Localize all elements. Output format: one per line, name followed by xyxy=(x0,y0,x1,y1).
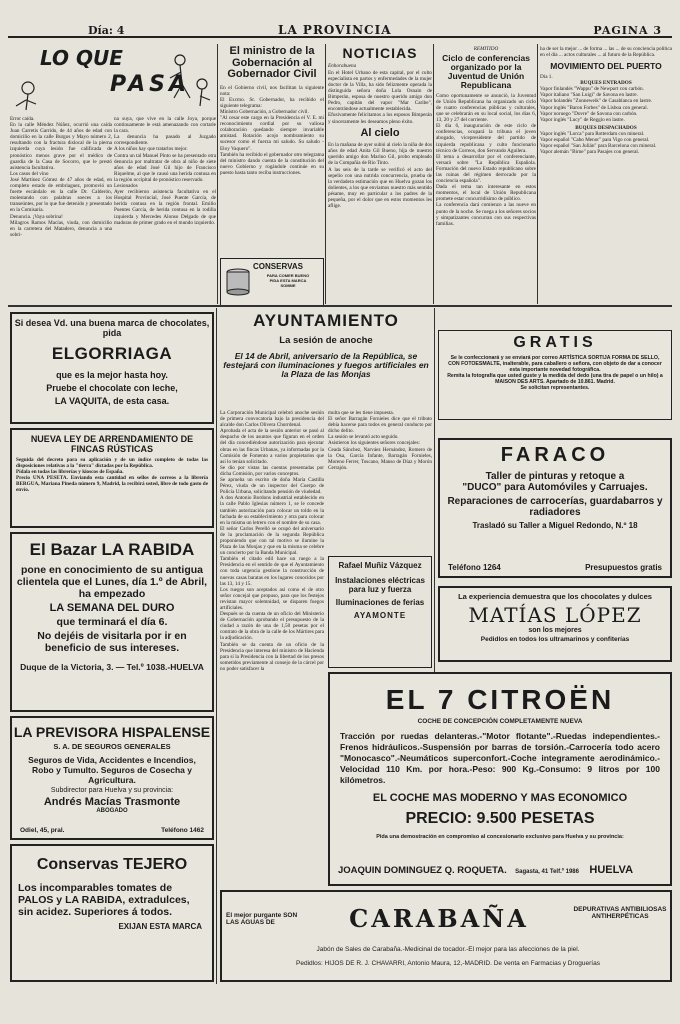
matias-name: MATÍAS LÓPEZ xyxy=(468,603,642,627)
faraco-line4: Trasladó su Taller a Miguel Redondo, N.º 18 xyxy=(472,521,638,530)
bazar-line1: pone en conocimiento de su antigua clientela que el Lunes, día 1.º de Abril, ha empezado xyxy=(16,564,208,600)
faraco-line1: Taller de pinturas y retoque a xyxy=(485,471,625,482)
masthead: LA PROVINCIA xyxy=(278,23,392,37)
ayuntamiento-lead: El 14 de Abril, aniversario de la República, se festejará con iluminaciones y fuegos artificiales en la Plaza de las Monjas xyxy=(223,350,429,379)
remitido-title: Ciclo de conferencias organizado por la Juventud de Unión Republicana xyxy=(442,53,530,90)
carabana-left: El mejor purgante SON LAS AGUAS DE xyxy=(226,912,298,926)
matias-line1: La experiencia demuestra que los chocolates y dulces xyxy=(458,592,652,601)
carabana-name: CARABAÑA xyxy=(349,904,529,933)
people-illustration xyxy=(10,44,216,114)
puerto-body2: Vapor inglés "Lorca" para Rotterdam con mineral. Vapor español "Cabo Menor" para Vigo con general. Vapor español "San Julián" para Barcelona con mineral. Vapor alemán "Birne" para Pasajes con general. xyxy=(540,130,657,156)
chocolate-line1: Si desea Vd. una buena marca de chocolates, pida xyxy=(14,318,210,338)
noticias-sub2: Al cielo xyxy=(360,126,400,139)
ayuntamiento-col1: La Corporación Municipal celebró anoche sesión de primera convocatoria bajo la presidencia del alcalde don Carlos Olivera Chorrdenal. Aprobada el acta de la sesión anterior se pasó al despacho de los asuntos que figuran en el orden del día concediéndose autorización para ejecutar obras en las fincas Urbanas, ya informadas por la Comisión de Fomento a varios propietarios que así lo tenían solicitado. Se dio por vistas las cuentas presentadas por dicha Comisión, por varios conceptos. Se aprueba un escrito de doña María Castilla Pérez, viuda de un inspector del Cuerpo de Policía Urbana, solicitando pensión de viudedad. A don Antonio Bordons industrial establecido en la calle Pablo Iglesias número 1, se le concede también autorización para colocar un toldo en la fachada de su establecimiento y otra para colocar en la misma un letrero con el nombre de su casa. El señor Carlos Perelló se ocupó del aniversario de la proclamación de la segunda República proponiendo que con tal motivo se ilumine la Plaza de las Monjas y que en la misma se celebre un concierto por la Banda Municipal. También el citado edil hace un ruego a la Presidencia en el sentido de que el Ayuntamiento con toda urgencia gestione la construcción de nuevas casas baratas en los lugares conocidos por las 13, 14 y 15. Los ruegos son aceptados así como el de otro señor concejal que propuso, para que los festejos revistan mayor solemnidad, se disparen fuegos artificiales. Después se da cuenta de un oficio del Ministerio de Gobernación aprobando el presupuesto de la ciudad a razón de una de 1,50 pesetas por el contrato de la obra de la calle de los Mártires para la adjudicación. También se da cuenta de un oficio de la Presidencia que interesa del ministro de Hacienda para sí la Presidencia con la libertad de los presos sometidos previamente al consejo de la cárcel por no poder satisfacer la xyxy=(220,410,324,672)
muniz-line3: AYAMONTE xyxy=(353,611,407,620)
noticias-article xyxy=(328,46,432,304)
ministro-body: En el Gobierno civil, nos facilitan la siguiente nota: El Excmo. Sr. Gobernador, ha recibido el siguiente telegrama: Ministro Gobernación, a Gobernador civil. "Al cesar este cargo en la Presidencia el V. E. mi reconocimiento cordial por su valiosa colaboración quedando siempre invariable amistad. Rotación acojo nombramiento su sucesor como el fuerza mi saludo. Su saludo - Eloy Vaquero". También ha recibido el gobernador otro telegrama del ministro dando cuenta de la constitución del nuevo Gobierno y rogándole continúe en su puesto hasta tanto reciba instrucciones. xyxy=(220,84,324,176)
page-number: PAGINA 3 xyxy=(593,24,662,37)
remitido-body: Como oportunamente se anunció, la Juventud de Unión Republicana ha organizado un ciclo de cuatro conferencias públicas y culturales, que se celebrarán en su local social, los días 6, 13, 20 y 27 del corriente. El día 6, inauguración de este ciclo de conferencias, ocupará la tribuna el joven abogado, vicepresidente del partido de izquierda republicana y culto funcionario técnico de Correos, don Servando Aguilera. El tema a desarrollar por el conferenciante, versará sobre "La República Española. Formación del nuevo Estado republicano sobre las ruinas del régimen derrocado por la conciencia española". Dada el tema tan interesante en estos momentos, el local de Unión Republicana promete estar concurridísimo de público. La conferencia dará comienzo a las nueve en punto de la noche. Se ruega a los señores socios y simpatizantes concurran con sus respectivas familias. xyxy=(436,92,536,227)
conservas-sub: PARA COMER BUENO PIDA ESTA MARCA SOMME xyxy=(266,273,310,288)
chocolate-ad xyxy=(10,312,214,424)
previsora-phone: Teléfono 1462 xyxy=(161,827,204,834)
noticias-body1: En el Hotel Urbano de esta capital, por el culto especialista en partos y enfermedades de la mujer doctor de la Villa, ha sido felizmente operada la distinguida señora doña Lola Osnain de Bimperán, esposa de nuestro querido amigo don Pedro, capitán del vapor "Mar Caribe", encontrándose actualmente restablecida. Efusivamente felicitamos a los esposos Bimperán y sinceramente les deseamos pleno éxito. xyxy=(328,69,432,125)
puerto-sub1: BUQUES ENTRADOS xyxy=(580,80,632,87)
loque-header xyxy=(10,44,216,114)
matias-ad xyxy=(438,586,672,662)
bazar-line2: LA SEMANA DEL DURO xyxy=(49,602,175,614)
faraco-line3: Reparaciones de carrocerías, guardabarros y radiadores xyxy=(447,496,663,518)
muniz-line1: Instalaciones eléctricas para luz y fuerza xyxy=(335,576,425,594)
citroen-tag: EL COCHE MAS MODERNO Y MAS ECONOMICO xyxy=(372,792,628,804)
previsora-name: Andrés Macías Trasmonte xyxy=(43,796,181,808)
faraco-phone: Teléfono 1264 xyxy=(448,563,501,572)
citroen-title: EL 7 CITROËN xyxy=(385,684,615,715)
day-label: Día: 4 xyxy=(88,24,125,37)
tejero-ad xyxy=(10,844,214,982)
chocolate-brand: ELGORRIAGA xyxy=(51,344,173,363)
citroen-sub: COCHE DE CONCEPCIÓN COMPLETAMENTE NUEVA xyxy=(417,718,583,725)
gratis-title: GRATIS xyxy=(513,334,597,351)
bazar-line4: No dejéis de visitarla por ir en beneficio de sus intereses. xyxy=(37,630,187,654)
carabana-line2: Pedidlos: HIJOS DE R. J. CHAVARRI, Antonio Maura, 12,-MADRID. De venta en Farmacias y Droguerías xyxy=(296,960,600,967)
puerto-body1: Vapor finlandés "Wappu" de Newport con carbón. Vapor italiano "San Luigi" de Savona en lastre. Vapor holandés "Zonneweik" de Casablanca en lastre. Vapor inglés "Baron Forbes" de Lisboa con general. Vapor noruego "Dovre" de Savona con carbón. Vapor inglés "Lucy" de Reggio en lastre. xyxy=(540,86,653,123)
noticias-title: NOTICIAS xyxy=(342,46,418,61)
previsora-sub2: Subdirector para Huelva y su provincia: xyxy=(50,787,174,794)
ayuntamiento-col2: multa que se les tiene impuesta. El señor Barragán Fornieles dice que el tributo debía hacerse para todos en general conducto por dicho delito. La sesión se levantó acto seguido. Asistieron los siguientes señores concejales: Ceada Sánchez, Narváez Hernández, Romero de la Osa, García Infante, Barragán Fornieles, Moreno Ferrer, Toscano, Manso de Díaz y Morón Cerrajón. xyxy=(328,410,432,471)
faraco-title: FARACO xyxy=(500,444,610,466)
previsora-role: ABOGADO xyxy=(96,808,128,814)
ley-ad xyxy=(10,428,214,528)
faraco-ad xyxy=(438,438,672,578)
chocolate-line3: Pruebe el chocolate con leche, xyxy=(46,383,178,393)
page-header xyxy=(8,24,672,38)
citroen-demo: Pida una demostración en compromiso al concesionario exclusivo para Huelva y su provincia: xyxy=(376,834,624,840)
remitido-article xyxy=(436,46,536,304)
faraco-line2: "DUCO" para Automóviles y Carruajes. xyxy=(462,482,648,493)
carabana-line1: Jabón de Sales de Carabaña.-Medicinal de tocador.-El mejor para las afecciones de la piel. xyxy=(316,946,580,953)
puerto-article xyxy=(540,46,672,304)
ley-body: Seguida del decreto para su aplicación y de un índice completo de todas las disposiciones relativas a la "tierra" dictadas por la República. Pídala en todas las librerías y kioscos de España. Precio UNA PESETA. Enviando esta cantidad en sellos de correos a la librería BERGUA, Mariana Pineda número 9, Madrid, la recibirá usted, libre de todo gasto de envío. xyxy=(16,457,208,494)
loque-col2: na suya, que vive en la calle Joya, porque continuamente le está amenazando con cortarle la cara. La denuncia ha pasado al Juzgado correspondiente. A los niños hay que tratarlos mejor. Contra un tal Manuel Pinto se ha presentado otra denuncia por maltratar de obra al niño de siete años de edad José Gil hijo de Francisco Riquelme, al que le causó una herida contusa en la región occipital de pronóstico reservado. Lesionados Ayer recibieron asistencia facultativa en el Hospital Provincial, José Puente García, de herida contusa en la región frontal. Emilio Puentes García, de herida contusa en la rodilla izquierda y Mercedes Alonso Delgado de que maduras de primer grado en el mundo izquierdo. xyxy=(114,116,216,226)
conservas-ad xyxy=(220,258,324,306)
ministro-title: El ministro de la Gobernación al Gobernador Civil xyxy=(227,46,317,81)
ministro-article xyxy=(220,46,324,256)
gratis-body: Se le confeccionará y se enviará por correo ARTÍSTICA SORTIJA FORMA DE SELLO, CON FOTOESMALTE, inalterable, para caballero o señora, con objeto de dar a conocer esta importante novedad fotográfica. Remita la fotografía que usted guste y la medida del dedo (una tira de papel o un hilo) a MAISON DES ARTS. Apartado de 10.861. Madrid. Se solicitan representantes. xyxy=(447,355,663,392)
chocolate-line4: LA VAQUITA, de esta casa. xyxy=(54,396,170,406)
ley-title: NUEVA LEY DE ARRENDAMIENTO DE FINCAS RÚSTICAS xyxy=(30,434,194,454)
muniz-ad xyxy=(328,556,432,668)
tejero-line1: Los incomparables tomates de PALOS y LA RABIDA, extradulces, sin acidez. Superiores á todos. xyxy=(18,882,190,918)
chocolate-line2: que es la mejor hasta hoy. xyxy=(56,370,168,380)
citroen-city: HUELVA xyxy=(589,864,634,876)
citroen-ad xyxy=(328,672,672,886)
loque-title-1: LO QUE xyxy=(40,46,123,70)
gratis-ad xyxy=(438,330,672,420)
puerto-sub2: BUQUES DESPACHADOS xyxy=(575,124,637,131)
citroen-address: Sagasta, 41 Telf.º 1986 xyxy=(515,869,579,875)
faraco-quotes: Presupuestos gratis xyxy=(585,563,662,572)
ayuntamiento-sub: La sesión de anoche xyxy=(279,334,373,346)
puerto-day: Día 1. xyxy=(540,74,553,81)
noticias-body2: En la mañana de ayer subió al cielo la niña de dos años de edad Anita Gil Bueno, hija de nuestro querido amigo don Marino Gil, probo empleado de la Compañía de Río Tinto. A las seis de la tarde se verificó el acto del sepelio con una nutrida concurrencia, prueba de la verdadera estimación que en Huelva gozan los dolientes, a los que enviamos nuestro más sentido pésame, muy en particular a los padres de la pequeña, por el dolor que en estos momentos les aflige. xyxy=(328,142,432,210)
previsora-title: LA PREVISORA HISPALENSE xyxy=(13,724,211,740)
conservas-title: CONSERVAS xyxy=(253,262,303,271)
remitido-label: REMITIDO xyxy=(473,46,499,52)
tejero-line2: EXIJAN ESTA MARCA xyxy=(118,922,202,931)
loque-title-2: PASA xyxy=(110,72,191,97)
carabana-ad xyxy=(220,890,672,982)
muniz-line2: Iluminaciones de ferias xyxy=(335,598,425,607)
citroen-price: PRECIO: 9.500 PESETAS xyxy=(405,810,595,827)
previsora-sub: S. A. DE SEGUROS GENERALES xyxy=(53,742,171,751)
noticias-sub1: Enhorabuena xyxy=(328,62,357,69)
puerto-title: MOVIMIENTO DEL PUERTO xyxy=(550,61,662,72)
citroen-dealer-line xyxy=(338,860,664,878)
bazar-line3: que terminará el día 6. xyxy=(56,616,168,628)
bazar-title: El Bazar LA RABIDA xyxy=(29,540,195,559)
muniz-title: Rafael Muñiz Vázquez xyxy=(338,561,422,570)
bazar-address: Duque de la Victoria, 3. — Tel.º 1038.-HUELVA xyxy=(20,662,204,672)
matias-line3: Pedidlos en todos los ultramarinos y confiterías xyxy=(480,636,630,643)
previsora-address: Odiel, 45, pral. xyxy=(20,827,65,834)
loque-col1: Error caída. En la calle Méndez Núñez, ocurrió una caída Juan Carretis Garrido, de 44 años de edad con domicilio en la calle Burgos y Mayo número 2, resultando con la fractura dislocal de la pierna izquierda cuya lesión fue calificada de pronóstico menos grave por el médico de guardia de la Casa de Socorro, que le prestó asistencia facultativa. Los casos del vino José Martínez Gómez de 47 años de edad, en completo estado de embriaguez, promovió un fuerte escándalo en la calle Dr. Calderón, molestando con palabras soeces a los transeúntes, por lo que fue detenido y presentado en la Comisaría. Denuncia. ¡Vaya sobrina! Milagros Ramos Macías, viuda, con domicilio en la carretera del Matadero, denuncia a una sobri- xyxy=(10,116,112,238)
citroen-dealer: JOAQUIN DOMINGUEZ Q. ROQUETA. xyxy=(338,865,507,876)
ayuntamiento-title: AYUNTAMIENTO xyxy=(253,312,399,330)
right-top-text: ha de ser la mejor ... de forma ... las ... de su conciencia política en el día ... actos culturales ... al futuro de la República. xyxy=(540,46,672,59)
matias-line2: son los mejores xyxy=(528,627,582,634)
citroen-body: Tracción por ruedas delanteras.-"Motor flotante".-Ruedas independientes.-Frenos hidráulicos.-Suspensión por barras de torsión.-Carrocería todo acero "Monocasco".-Neumáticos superconfort.-Coche integramente aerodinámico.-Velocidad 110 Km. por hora.-Peso: 900 Kg.-Consumo: 9 litros por 100 kilómetros. xyxy=(340,731,660,785)
can-icon xyxy=(225,267,251,297)
previsora-body: Seguros de Vida, Accidentes e Incendios, Robo y Tumulto. Seguros de Cosecha y Agricultura. xyxy=(28,755,196,785)
tejero-title: Conservas TEJERO xyxy=(36,856,188,873)
carabana-right: DEPURATIVAS ANTIBILIOSAS ANTIHERPÉTICAS xyxy=(573,906,667,920)
previsora-ad xyxy=(10,716,214,840)
bazar-ad xyxy=(10,532,214,712)
